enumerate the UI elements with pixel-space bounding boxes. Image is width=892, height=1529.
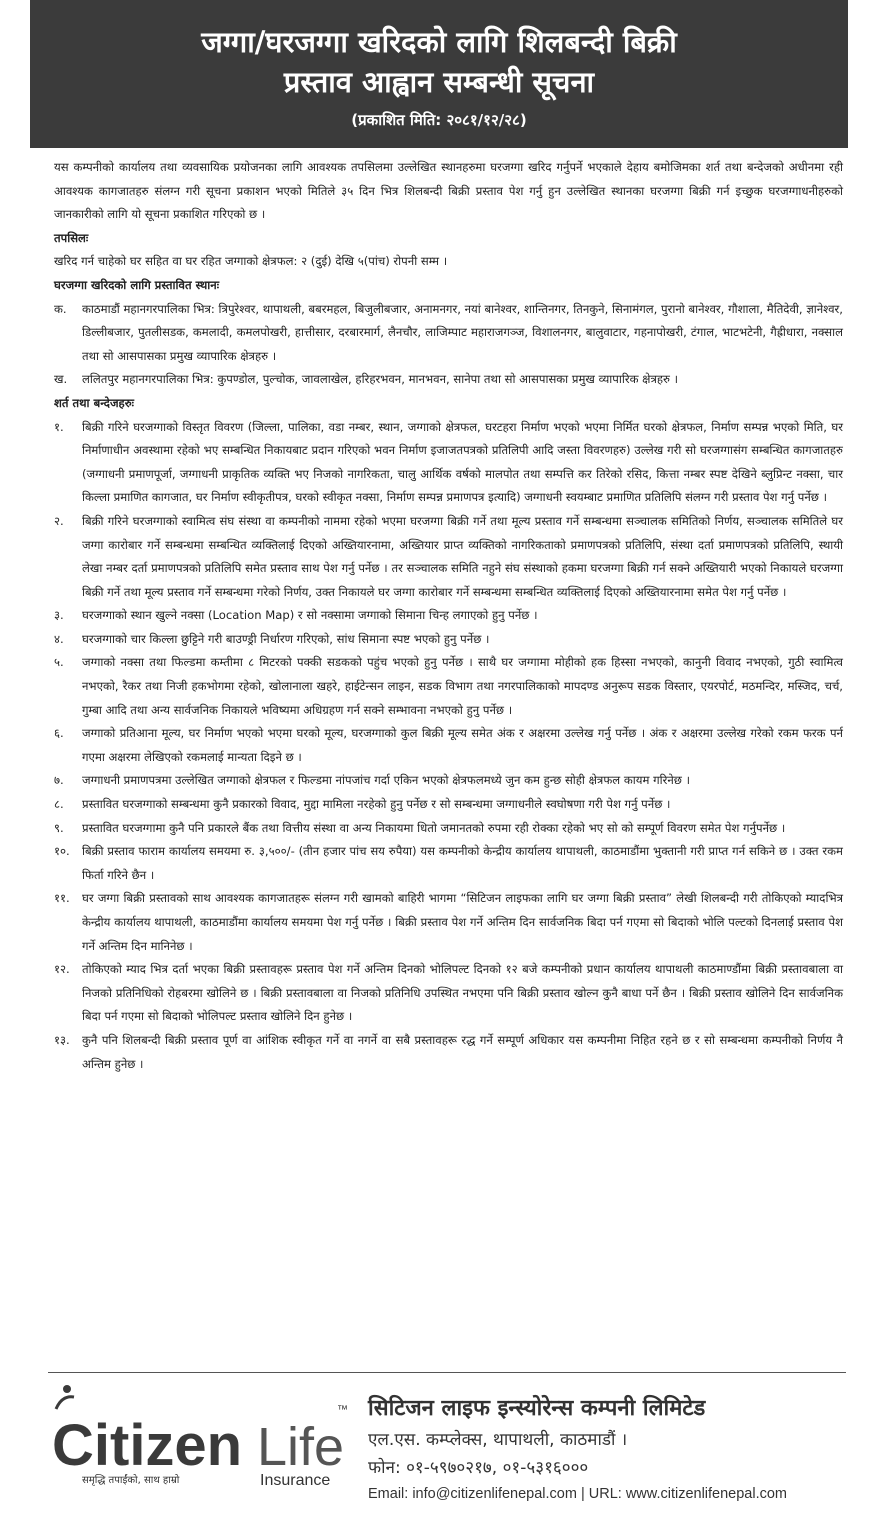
location-item-number: ख. [54,372,68,387]
term-item [54,769,843,793]
notice-title-line1: जग्गा/घरजग्गा खरिदको लागि शिलबन्दी बिक्री [201,25,677,59]
term-item-text: बिक्री गरिने घरजग्गाको विस्तृत विवरण (जिल्ला, पालिका, वडा नम्बर, स्थान, जग्गाको क्षेत्रफल, घरटहरा निर्माण भएको भएमा निर्मित घरको क्षेत्रफल, निर्माण सम्पन्न भएको मिति, घर निर्माणाधीन अवस्थामा रहेको भए सम्बन्धित निकायबाट प्रदान गरिएको भवन निर्माण इजाजतपत्रको प्रतिलिपी आदि जस्ता विवरणहरु) उल्लेख गरी सो घरजग्गासंग सम्बन्धित कागजातहरु (जग्गाधनी प्रमाणपूर्जा, जग्गाधनी प्राकृतिक व्यक्ति भए निजको नागरिकता, चालु आर्थिक वर्षको मालपोत तथा सम्पत्ति कर तिरेको रसिद, कित्ता नम्बर स्पष्ट देखिने ब्लुप्रिन्ट नक्सा, चार किल्ला प्रमाणित कागजात, घर निर्माण स्वीकृतीपत्र, घरको स्वीकृत नक्सा, निर्माण सम्पन्न प्रमाणपत्र इत्यादि) जग्गाधनी स्वयम्बाट प्रमाणित प्रतिलिपि संलग्न गरी प्रस्ताव पेश गर्नु पर्नेछ । [82,419,843,505]
location-item [54,298,843,369]
term-item [54,722,843,769]
term-item-text: घरजग्गाको चार किल्ला छुट्टिने गरी बाउण्ड्री निर्धारण गरिएको, सांध सिमाना स्पष्ट भएको हुनु पर्नेछ । [82,631,490,646]
logo-word-life: Life [257,1417,345,1477]
term-item-number: ९. [54,820,64,835]
tapasil-text: खरिद गर्न चाहेको घर सहित वा घर रहित जग्गाको क्षेत्रफल: २ (दुई) देखि ५(पांच) रोपनी सम्म । [54,254,448,269]
term-item-text: जग्गाको नक्सा तथा फिल्डमा कम्तीमा ८ मिटरको पक्की सडकको पहुंच भएको हुनु पर्नेछ । साथै घर जग्गामा मोहीको हक हिस्सा नभएको, कानुनी विवाद नभएको, गुठी स्वामित्व नभएको, रैकर तथा निजी हकभोगमा रहेको, खोलानाला खहरे, हाईटेन्सन लाइन, सडक विभाग तथा नगरपालिकाको मापदण्ड अनुरूप सडक विस्तार, एयरपोर्ट, मठमन्दिर, मस्जिद, चर्च, गुम्बा आदि तथा अन्य सार्वजनिक निकायले भविष्यमा अधिग्रहण गर्न सक्ने सम्भावना नभएको हुनु पर्नेछ । [82,655,843,717]
logo-word-citizen: Citizen [52,1413,243,1478]
terms-list [54,416,843,1077]
logo-swoosh-icon [56,1397,74,1409]
location-item [54,368,843,392]
term-item [54,887,843,958]
logo-insurance: Insurance [260,1472,331,1489]
citizen-life-logo [52,1383,352,1493]
location-item-text: ललितपुर महानगरपालिका भित्र: कुपण्डोल, पुल्चोक, जावलाखेल, हरिहरभवन, मानभवन, सानेपा तथा सो आसपासका प्रमुख व्यापारिक क्षेत्रहरु । [82,372,679,387]
company-name: सिटिजन लाइफ इन्स्योरेन्स कम्पनी लिमिटेड [368,1396,706,1421]
term-item-text: तोकिएको म्याद भित्र दर्ता भएका बिक्री प्रस्तावहरू प्रस्ताव पेश गर्ने अन्तिम दिनको भोलिपल्ट दिनको १२ बजे कम्पनीको प्रधान कार्यालय थापाथली काठमाण्डौंमा बिक्री प्रस्तावबाला वा निजको प्रतिनिधिको रोहबरमा खोलिने छ । बिक्री प्रस्तावबाला वा निजको प्रतिनिधि उपस्थित नभएमा पनि बिक्री प्रस्ताव खोल्न कुनै बाधा पर्ने छैन । बिक्री प्रस्ताव खोलिने दिन सार्वजनिक बिदा पर्न गएमा सो बिदाको भोलिपल्ट प्रस्ताव खोलिने दिन हुनेछ । [82,962,843,1024]
term-item [54,651,843,722]
tapasil-heading: तपसिलः [54,230,89,245]
term-item-number: ४. [54,631,64,646]
logo-dot-icon [63,1385,71,1393]
notice-body [54,156,843,1076]
term-item-number: १२. [54,962,70,977]
term-item [54,1029,843,1076]
term-item-text: घर जग्गा बिक्री प्रस्तावको साथ आवश्यक कागजातहरू संलग्न गरी खामको बाहिरी भागमा “सिटिजन लाइफका लागि घर जग्गा बिक्री प्रस्ताव” लेखी शिलबन्दी गरी तोकिएको म्यादभित्र केन्द्रीय कार्यालय थापाथली, काठमाडौंमा कार्यालय समयमा पेश गर्नु पर्नेछ । बिक्री प्रस्ताव पेश गर्ने अन्तिम दिन सार्वजनिक बिदा पर्न गएमा सो बिदाको भोलि पल्टको दिनलाई प्रस्ताव पेश गर्ने अन्तिम दिन मानिनेछ । [82,891,843,953]
term-item-number: ५. [54,655,64,670]
term-item-text: प्रस्तावित घरजग्गाको सम्बन्धमा कुनै प्रकारको विवाद, मुद्दा मामिला नरहेको हुनु पर्नेछ र सो सम्बन्धमा जग्गाधनीले स्वघोषणा गरी पेश गर्नु पर्नेछ । [82,797,671,812]
notice-header [30,0,848,148]
term-item-text: बिक्री गरिने घरजग्गाको स्वामित्व संघ संस्था वा कम्पनीको नाममा रहेको भएमा घरजग्गा बिक्री गर्ने तथा मूल्य प्रस्ताव गर्ने सम्बन्धमा सञ्चालक समितिको निर्णय, सञ्चालक समितिले घर जग्गा कारोबार गर्ने सम्बन्धमा सम्बन्धित व्यक्तिलाई दिएको अख्तियारनामा, अख्तियार प्राप्त व्यक्तिको नागरिकताको प्रमाणपत्रको प्रतिलिपि, संस्था दर्ता प्रमाणपत्रको प्रतिलिपि, स्थायी लेखा नम्बर दर्ता प्रमाणपत्रको प्रतिलिपि समेत प्रस्ताव साथ पेश गर्नु पर्नेछ । तर सञ्चालक समिति नहुने संघ संस्थाको हकमा घरजग्गा बिक्री गर्न सक्ने अख्तियारी भएको निकायले घरजग्गा बिक्री गर्ने तथा मूल्य प्रस्ताव गर्ने सम्बन्धमा गरेको निर्णय, उक्त निकायले घर जग्गा कारोबार गर्ने सम्बन्धमा सम्बन्धित व्यक्तिलाई दिएको अख्तियारनामा समेत पेश गर्नु पर्नेछ । [82,513,844,599]
term-item [54,958,843,1029]
term-item [54,793,843,817]
term-item-number: १३. [54,1032,70,1047]
company-info [368,1392,848,1506]
company-email-url: Email: info@citizenlifenepal.com | URL: www.citizenlifenepal.com [368,1486,788,1502]
company-phone: फोन: ०१-५९७०२१७, ०१-५३१६००० [368,1458,589,1478]
term-item [54,628,843,652]
term-item [54,604,843,628]
term-item-number: ७. [54,773,64,788]
term-item-number: २. [54,513,64,528]
notice-title-line2: प्रस्ताव आह्वान सम्बन्धी सूचना [283,65,595,99]
company-address: एल.एस. कम्प्लेक्स, थापाथली, काठमाडौं । [368,1430,628,1450]
term-item [54,817,843,841]
published-date: (प्रकाशित मिति: २०८१/१२/२८) [351,111,527,129]
terms-heading: शर्त तथा बन्देजहरुः [54,395,134,410]
term-item [54,840,843,887]
logo-graphic [52,1383,352,1493]
term-item-number: ११. [54,891,70,906]
term-item-number: १०. [54,844,70,859]
term-item [54,510,843,604]
term-item-text: जग्गाधनी प्रमाणपत्रमा उल्लेखित जग्गाको क्षेत्रफल र फिल्डमा नांपजांच गर्दा एकिन भएको क्षेत्रफलमध्ये जुन कम हुन्छ सोही क्षेत्रफल कायम गरिनेछ । [82,773,690,788]
term-item-text: घरजग्गाको स्थान खुल्ने नक्सा (Location Map) र सो नक्सामा जग्गाको सिमाना चिन्ह लगाएको हुनु पर्नेछ । [82,608,538,623]
term-item-number: ३. [54,608,64,623]
locations-heading: घरजग्गा खरिदको लागि प्रस्तावित स्थानः [54,277,220,292]
term-item-text: बिक्री प्रस्ताव फाराम कार्यालय समयमा रु. ३,५००/- (तीन हजार पांच सय रुपैया) यस कम्पनीको केन्द्रीय कार्यालय थापाथली, काठमाडौंमा भुक्तानी गरी प्राप्त गर्न सकिने छ । उक्त रकम फिर्ता गरिने छैन । [82,844,843,882]
term-item-text: जग्गाको प्रतिआना मूल्य, घर निर्माण भएको भएमा घरको मूल्य, घरजग्गाको कुल बिक्री मूल्य समेत अंक र अक्षरमा उल्लेख गर्नु पर्नेछ । अंक र अक्षरमा उल्लेख गरेको रकम फरक पर्न गएमा अक्षरमा लेखिएको रकमलाई मान्यता दिइने छ । [82,726,843,764]
logo-trademark: ™ [337,1404,348,1416]
footer-divider [48,1372,846,1373]
location-item-text: काठमाडौं महानगरपालिका भित्र: त्रिपुरेश्वर, थापाथली, बबरमहल, बिजुलीबजार, अनामनगर, नयां बानेश्वर, शान्तिनगर, तिनकुने, सिनामंगल, पुरानो बानेश्वर, गौशाला, मैतिदेवी, ज्ञानेश्वर, डिल्लीबजार, पुतलीसडक, कमलादी, कमलपोखरी, हात्तीसार, दरबारमार्ग, लैनचौर, लाजिम्पाट महाराजगञ्ज, विशालनगर, बालुवाटार, गहनापोखरी, टंगाल, भाटभटेनी, गैह्रीधारा, नक्साल तथा सो आसपासका प्रमुख व्यापारिक क्षेत्रहरु । [82,301,843,363]
intro-paragraph: यस कम्पनीको कार्यालय तथा व्यवसायिक प्रयोजनका लागि आवश्यक तपसिलमा उल्लेखित स्थानहरुमा घरजग्गा खरिद गर्नुपर्ने भएकाले देहाय बमोजिमका शर्त तथा बन्देजको अधीनमा रही आवश्यक कागजातहरु संलग्न गरी सूचना प्रकाशन भएको मितिले ३५ दिन भित्र शिलबन्दी बिक्री प्रस्ताव पेश गर्नु हुन उल्लेखित स्थानका घरजग्गा बिक्री गर्न इच्छुक घरजग्गाधनीहरुको जानकारीको लागि यो सूचना प्रकाशित गरिएको छ । [54,160,843,222]
locations-list [54,298,843,392]
term-item-text: प्रस्तावित घरजग्गामा कुनै पनि प्रकारले बैंक तथा वित्तीय संस्था वा अन्य निकायमा धितो जमानतको रुपमा रही रोक्का रहेको भए सो को सम्पूर्ण विवरण समेत पेश गर्नुपर्नेछ । [82,820,786,835]
term-item-number: ६. [54,726,64,741]
term-item [54,416,843,510]
term-item-number: ८. [54,797,64,812]
term-item-text: कुनै पनि शिलबन्दी बिक्री प्रस्ताव पूर्ण वा आंशिक स्वीकृत गर्ने वा नगर्ने वा सबै प्रस्तावहरू रद्ध गर्ने सम्पूर्ण अधिकार यस कम्पनीमा निहित रहने छ र सो सम्बन्धमा कम्पनीको निर्णय नै अन्तिम हुनेछ । [82,1032,843,1071]
logo-tagline: समृद्धि तपाईंको, साथ हाम्रो [82,1475,180,1486]
location-item-number: क. [54,301,67,316]
term-item-number: १. [54,419,64,434]
